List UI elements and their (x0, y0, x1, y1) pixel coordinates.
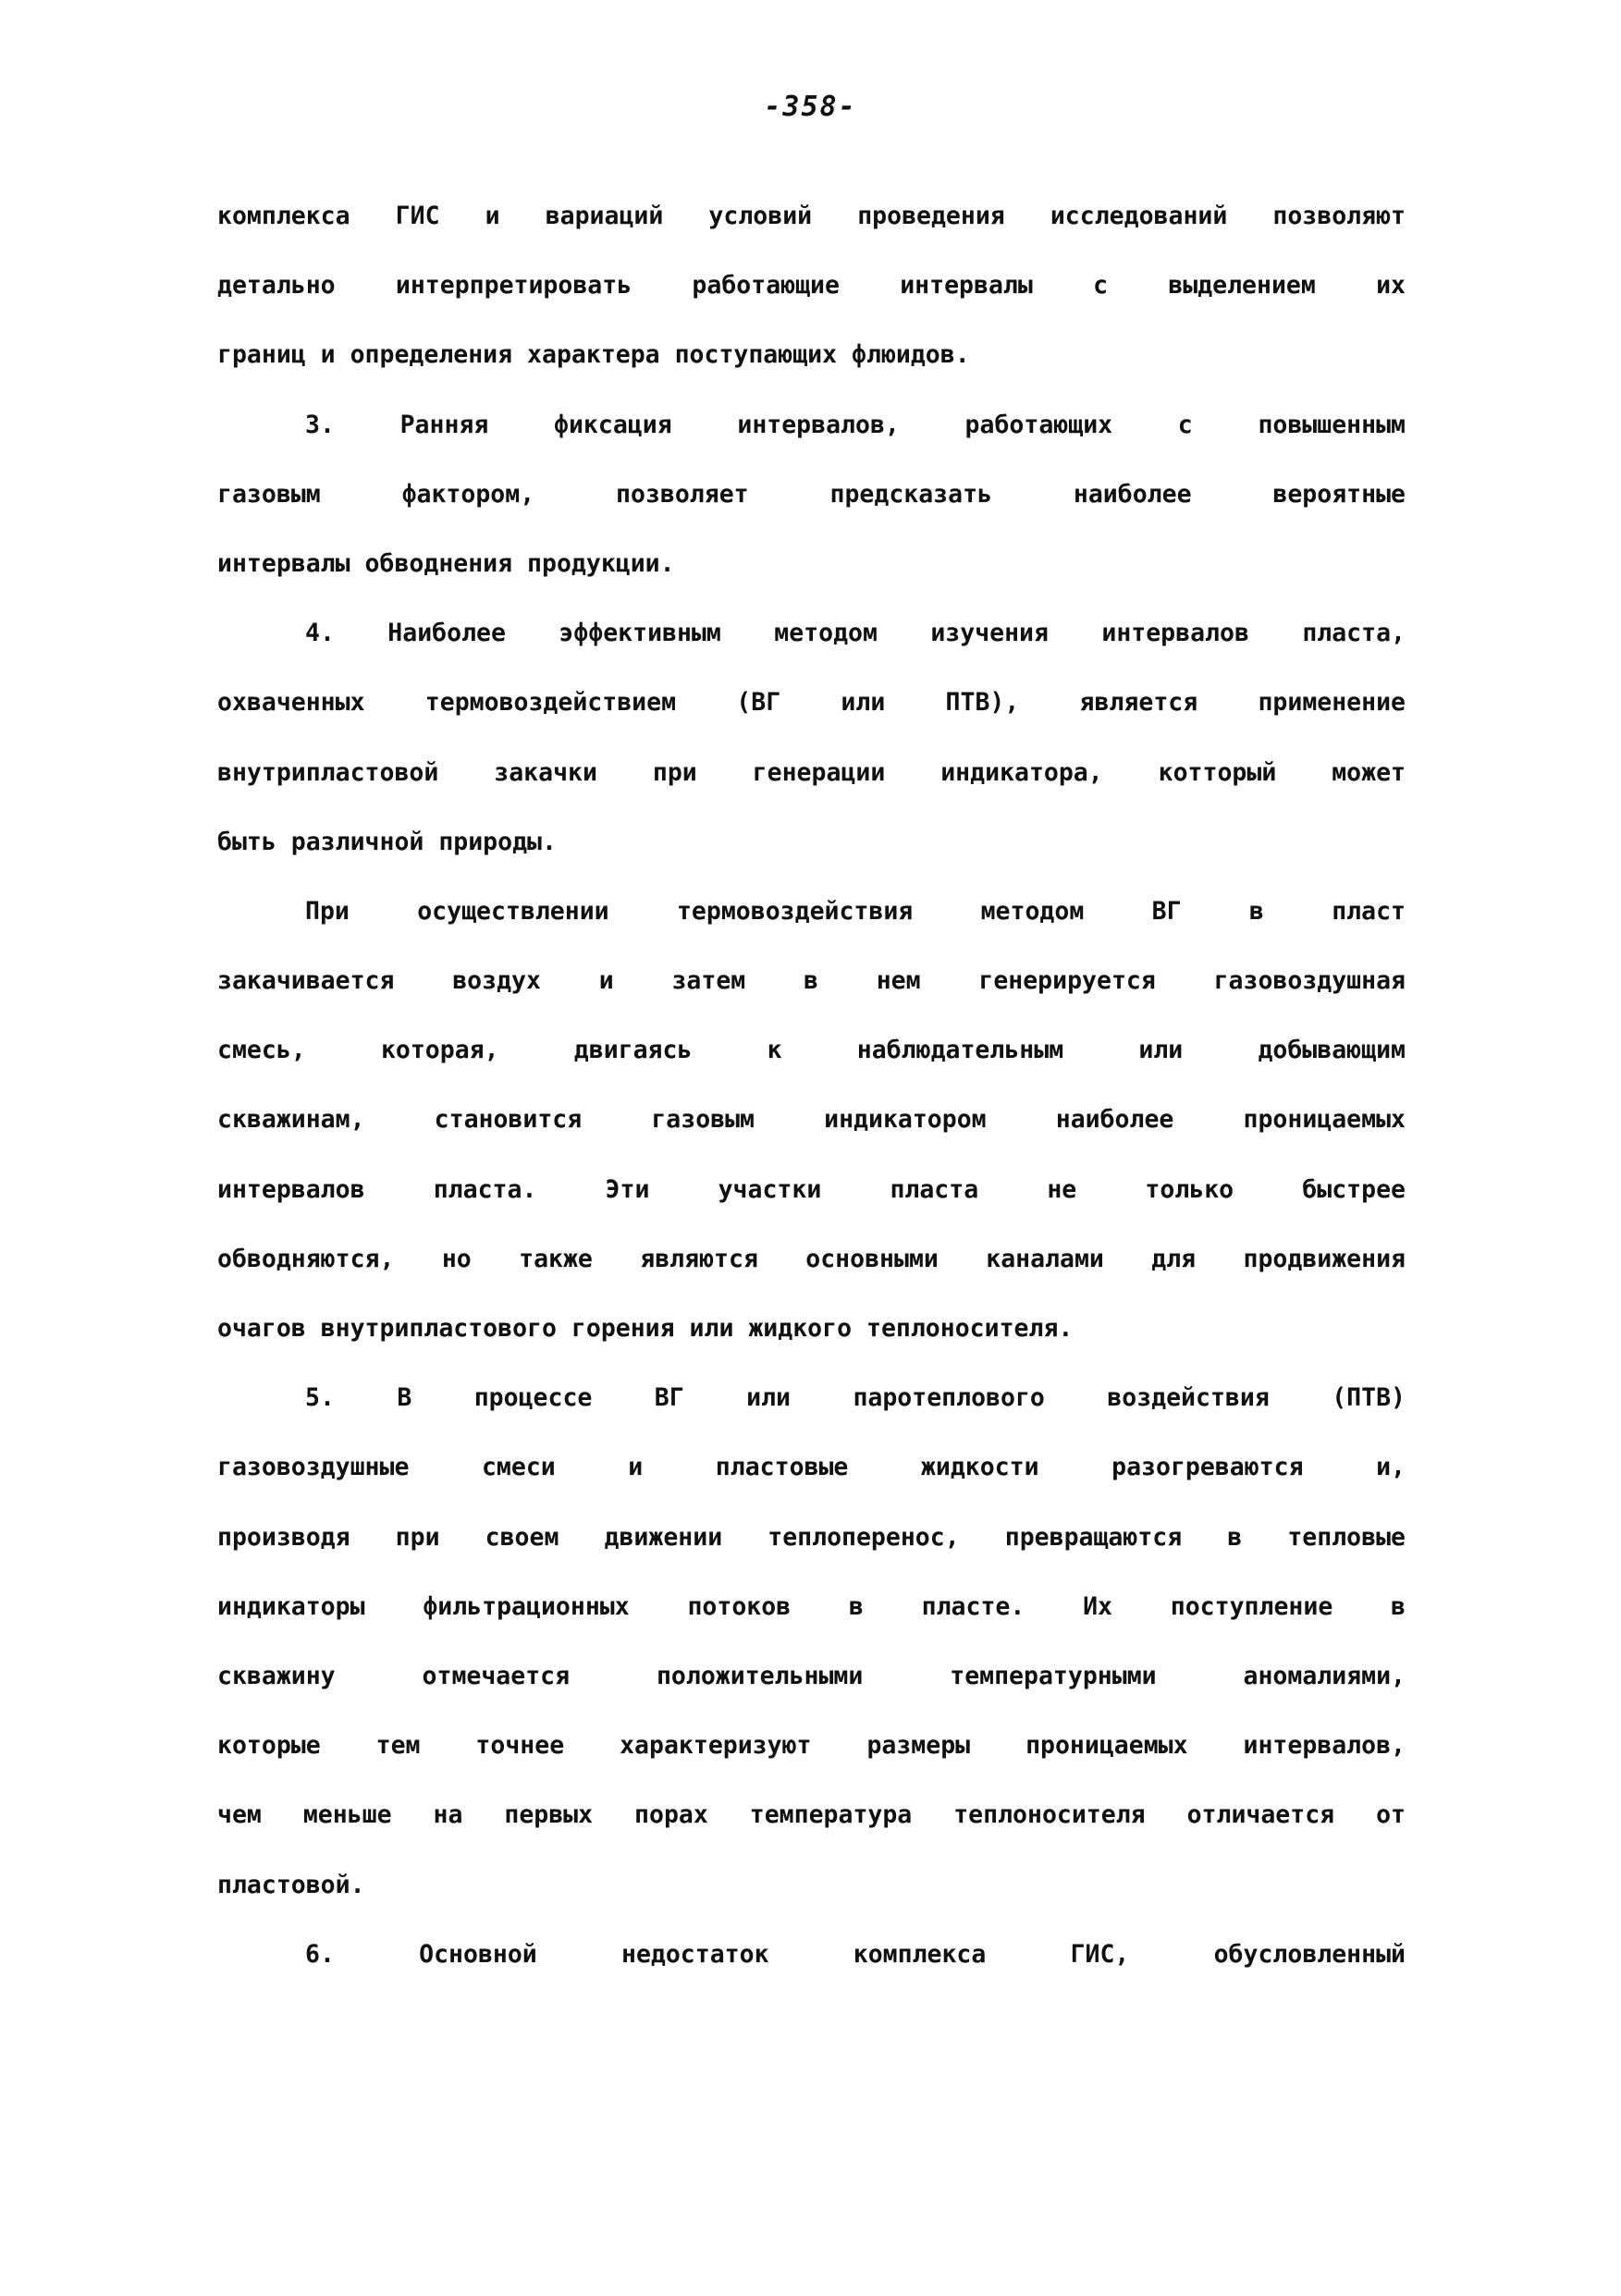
text-line: 4. Наиболее эффективным методом изучения интервалов пласта, (305, 619, 1406, 648)
text-line: комплекса ГИС и вариаций условий проведения исследований позволяют (217, 202, 1406, 230)
text-line: скважинам, становится газовым индикатором наиболее проницаемых (217, 1105, 1406, 1135)
text-line: границ и определения характера поступающих флюидов. (217, 340, 970, 370)
text-line: чем меньше на первых порах температура теплоносителя отличается от (217, 1800, 1406, 1830)
text-line: 6. Основной недостаток комплекса ГИС, обусловленный (305, 1939, 1406, 1969)
page-number: -358- (764, 91, 857, 123)
text-line: индикаторы фильтрационных потоков в пласте. Их поступление в (217, 1591, 1406, 1621)
text-line: охваченных термовоздействием (ВГ или ПТВ), является применение (217, 688, 1406, 718)
text-line: интервалы обводнения продукции. (217, 548, 675, 578)
text-line: пластовой. (217, 1870, 365, 1899)
text-line: производя при своем движении теплоперенос, превращаются в тепловые (217, 1522, 1406, 1552)
text-line: которые тем точнее характеризуют размеры проницаемых интервалов, (217, 1731, 1406, 1761)
text-line: скважину отмечается положительными температурными аномалиями, (217, 1661, 1406, 1690)
text-line: интервалов пласта. Эти участки пласта не только быстрее (217, 1174, 1406, 1204)
text-line: детально интерпретировать работающие интервалы с выделением их (217, 271, 1406, 301)
text-line: газовым фактором, позволяет предсказать наиболее вероятные (217, 479, 1406, 509)
text-line: закачивается воздух и затем в нем генерируется газовоздушная (217, 966, 1406, 996)
document-body (217, 192, 1406, 2000)
text-line: быть различной природы. (217, 827, 557, 856)
text-line: очагов внутрипластового горения или жидкого теплоносителя. (217, 1314, 1074, 1343)
text-line: обводняются, но также являются основными каналами для продвижения (217, 1244, 1406, 1273)
text-line: внутрипластовой закачки при генерации индикатора, котторый может (217, 757, 1406, 787)
text-line: смесь, которая, двигаясь к наблюдательным или добывающим (217, 1036, 1406, 1065)
text-line: газовоздушные смеси и пластовые жидкости разогреваются и, (217, 1453, 1406, 1482)
text-line: При осуществлении термовоздействия методом ВГ в пласт (305, 896, 1406, 926)
text-line: 5. В процессе ВГ или паротеплового воздействия (ПТВ) (305, 1383, 1406, 1413)
text-line: 3. Ранняя фиксация интервалов, работающих с повышенным (305, 410, 1406, 439)
